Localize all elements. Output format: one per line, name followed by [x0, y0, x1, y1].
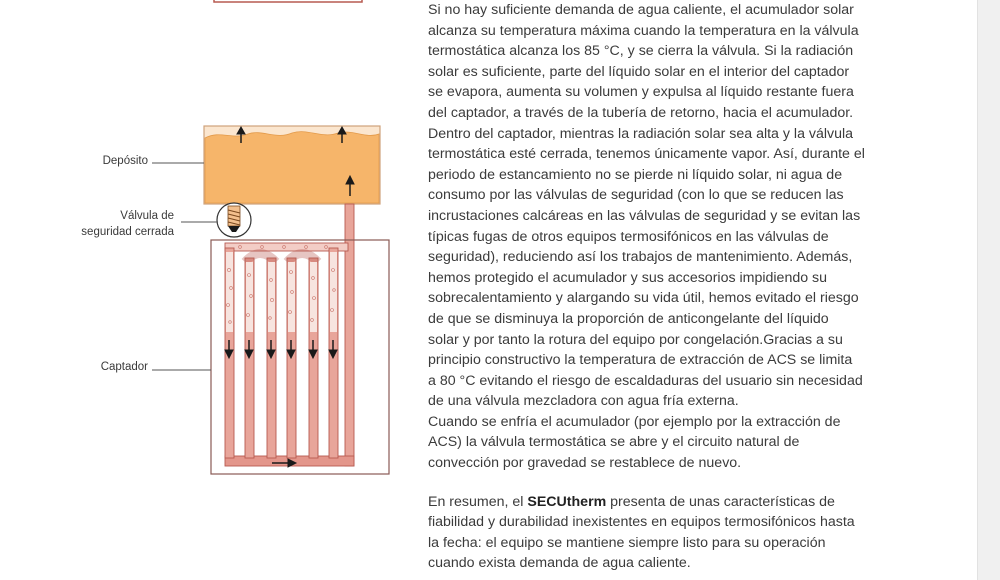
- arrow-down-icons: [225, 340, 337, 358]
- paragraph-2-line: fiabilidad y durabilidad inexistentes en equipos termosifónicos hasta: [428, 514, 855, 531]
- paragraph-1-line: sobrecalentamiento y alargando su vida útil, hemos evitado el riesgo: [428, 290, 859, 307]
- paragraph-1-line: Cuando se enfría el acumulador (por ejemplo por la extracción de: [428, 413, 841, 430]
- brand-name: SECUtherm: [527, 493, 607, 510]
- paragraph-1-line: del captador, a través de la tubería de retorno, hacia el acumulador.: [428, 104, 854, 121]
- tank: [204, 126, 380, 204]
- label-valvula-seguridad: [52, 208, 174, 240]
- label-valvula-line2: seguridad cerrada: [81, 226, 174, 238]
- paragraph-1-line: alcanza su temperatura máxima cuando la temperatura en la válvula: [428, 22, 859, 39]
- paragraph-1-line: consumo por las válvulas de seguridad (con lo que se reducen las: [428, 187, 844, 204]
- paragraph-1-line: periodo de estancamiento no se pierde ni líquido solar, ni agua de: [428, 166, 843, 183]
- paragraph-1-line: se evapora, aumenta su volumen y expulsa al líquido restante fuera: [428, 84, 854, 101]
- label-captador: Captador: [100, 361, 148, 373]
- collector-frame: [211, 240, 389, 474]
- label-valvula-line1: Válvula de: [120, 210, 174, 222]
- paragraph-1-line: seguridad), reduciendo así los trabajos de mantenimiento. Además,: [428, 249, 853, 266]
- paragraph-1-line: ACS) la válvula termostática se abre y el circuito natural de: [428, 434, 800, 451]
- paragraph-1-line: Si no hay suficiente demanda de agua caliente, el acumulador solar: [428, 2, 854, 18]
- paragraph-1-line: convección por gravedad se restablece de nuevo.: [428, 455, 742, 472]
- paragraph-1: [428, 0, 870, 474]
- paragraph-1-line: principio constructivo la temperatura de extracción de ACS se limita: [428, 352, 853, 369]
- paragraph-1-line: termostática alcanza los 85 °C, y se cierra la válvula. Si la radiación: [428, 43, 854, 60]
- safety-valve: [217, 203, 251, 237]
- page-scrollbar[interactable]: [977, 0, 1000, 580]
- paragraph-1-line: de que se disminuya la proporción de anticongelante del líquido: [428, 310, 829, 327]
- paragraph-1-line: a 80 °C evitando el riesgo de escaldaduras del usuario sin necesidad: [428, 372, 863, 389]
- paragraph-2-line: En resumen, el SECUtherm presenta de unas características de: [428, 493, 835, 510]
- paragraph-1-line: de una válvula mezcladora con agua fría externa.: [428, 393, 739, 410]
- paragraph-1-line: incrustaciones calcáreas en las válvulas de seguridad y se evitan las: [428, 207, 861, 224]
- paragraph-1-line: hemos protegido el acumulador y sus accesorios impidiendo su: [428, 269, 828, 286]
- label-deposito: Depósito: [102, 155, 148, 167]
- paragraph-1-line: termostática esté cerrada, tenemos únicamente vapor. Así, durante el: [428, 146, 865, 163]
- paragraph-1-line: típicas fugas de otros equipos termosifónicos en las válvulas de: [428, 228, 829, 245]
- paragraph-2-line: cuando exista demanda de agua caliente.: [428, 555, 691, 572]
- paragraph-1-line: solar y por tanto la rotura del equipo por congelación.Gracias a su: [428, 331, 843, 348]
- paragraph-2-line: la fecha: el equipo se mantiene siempre listo para su operación: [428, 534, 826, 551]
- secutherm-diagram: [0, 0, 400, 580]
- paragraph-2: [428, 492, 870, 574]
- paragraph-1-line: Dentro del captador, mientras la radiación solar sea alta y la válvula: [428, 125, 854, 142]
- previous-figure-fragment: [214, 0, 362, 2]
- paragraph-1-line: solar es suficiente, parte del líquido solar en el interior del captador: [428, 63, 850, 80]
- body-text: [428, 0, 870, 574]
